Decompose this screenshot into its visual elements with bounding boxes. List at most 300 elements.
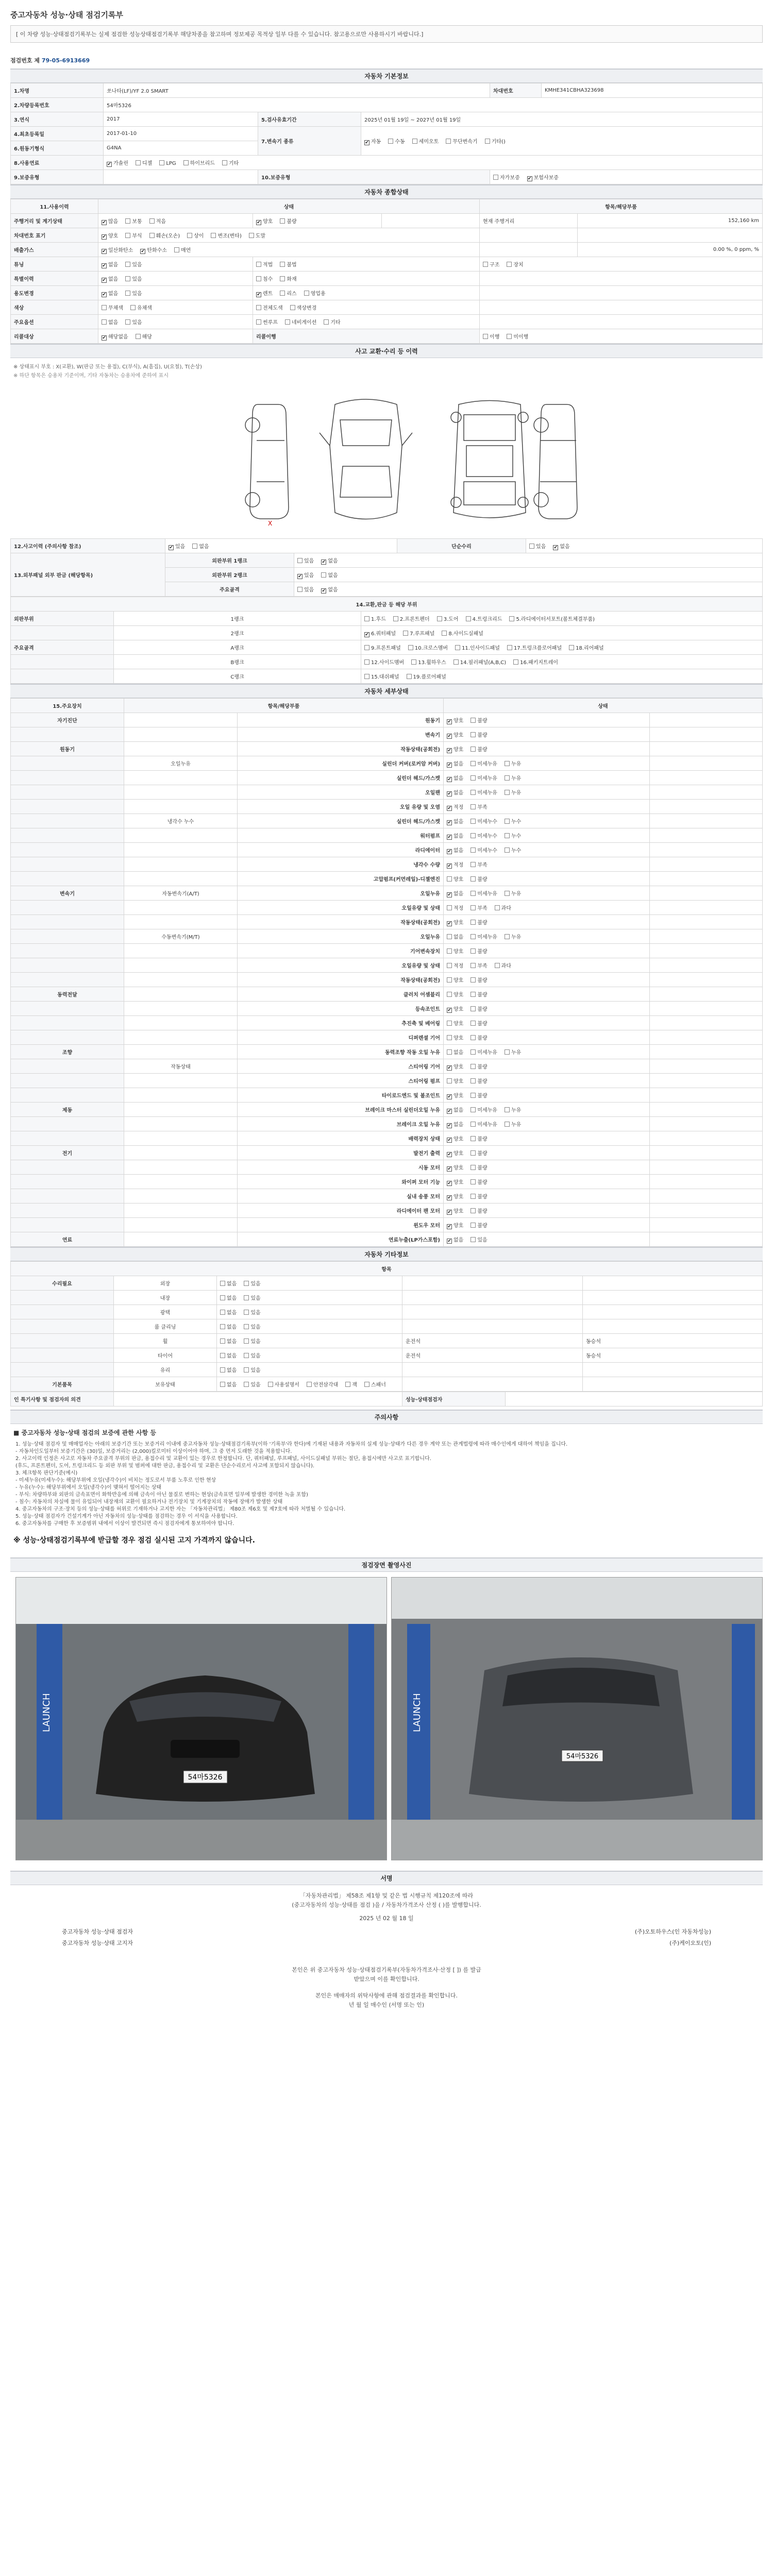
checkbox-icon[interactable] [569,645,574,650]
checkbox-icon[interactable] [442,631,447,636]
detail-option[interactable] [470,832,497,839]
etc-option[interactable] [220,1380,237,1388]
checked-checkbox-icon[interactable] [447,835,452,840]
checked-checkbox-icon[interactable] [447,892,452,897]
detail-option[interactable] [447,961,463,969]
detail-option[interactable] [470,731,487,738]
detail-option[interactable] [447,918,463,926]
etc-option[interactable] [244,1279,260,1287]
checkbox-icon[interactable] [470,1064,476,1069]
checkbox-icon[interactable] [509,616,514,621]
checked-checkbox-icon[interactable] [447,1152,452,1157]
checkbox-icon[interactable] [364,645,369,650]
detail-option[interactable] [447,933,463,940]
parts-option[interactable] [364,643,401,651]
checkbox-icon[interactable] [290,305,295,310]
etc-extra-option[interactable] [268,1380,299,1388]
checkbox-icon[interactable] [220,1324,225,1329]
detail-option[interactable] [470,1163,487,1171]
comp-state-option[interactable] [102,246,133,254]
checkbox-icon[interactable] [244,1295,249,1300]
checkbox-icon[interactable] [470,862,476,867]
checkbox-icon[interactable] [470,1237,476,1242]
checkbox-icon[interactable] [505,934,510,939]
detail-option[interactable] [505,788,521,796]
checkbox-icon[interactable] [149,218,155,224]
checkbox-icon[interactable] [244,1367,249,1372]
checkbox-icon[interactable] [364,1382,369,1387]
detail-option[interactable] [470,1221,487,1229]
checkbox-icon[interactable] [447,1021,452,1026]
checkbox-icon[interactable] [407,674,412,679]
checkbox-icon[interactable] [447,977,452,982]
checkbox-icon[interactable] [507,334,512,339]
detail-option[interactable] [470,1235,487,1243]
detail-option[interactable] [447,1149,463,1157]
detail-option[interactable] [495,904,511,911]
etc-option[interactable] [220,1366,237,1374]
checkbox-icon[interactable] [447,1035,452,1040]
checked-checkbox-icon[interactable] [256,220,261,225]
checkbox-icon[interactable] [297,558,303,563]
checkbox-icon[interactable] [483,334,488,339]
parts-option[interactable] [442,629,483,637]
comp-mid-option[interactable] [290,303,317,311]
rank-option[interactable] [297,556,314,564]
checkbox-icon[interactable] [447,1049,452,1055]
checked-checkbox-icon[interactable] [447,1008,452,1013]
checkbox-icon[interactable] [470,819,476,824]
rank-option[interactable] [297,571,314,579]
detail-option[interactable] [447,774,463,782]
detail-option[interactable] [447,1221,463,1229]
checked-checkbox-icon[interactable] [447,748,452,753]
checked-checkbox-icon[interactable] [447,719,452,724]
checkbox-icon[interactable] [125,276,130,281]
checkbox-icon[interactable] [364,616,369,621]
checkbox-icon[interactable] [505,848,510,853]
detail-option[interactable] [470,990,487,998]
checkbox-icon[interactable] [211,233,216,238]
detail-option[interactable] [447,832,463,840]
checkbox-icon[interactable] [470,876,476,882]
checkbox-icon[interactable] [470,1035,476,1040]
checkbox-icon[interactable] [130,305,136,310]
parts-option[interactable] [364,672,399,680]
detail-option[interactable] [470,918,487,926]
detail-option[interactable] [447,1163,463,1172]
checked-checkbox-icon[interactable] [447,1210,452,1215]
checked-checkbox-icon[interactable] [447,1166,452,1172]
checkbox-icon[interactable] [149,233,155,238]
checkbox-icon[interactable] [244,1281,249,1286]
checkbox-icon[interactable] [187,233,192,238]
comp-mid-option[interactable] [256,275,273,282]
checkbox-icon[interactable] [455,645,460,650]
detail-option[interactable] [447,889,463,897]
detail-option[interactable] [447,875,463,883]
detail-option[interactable] [447,731,463,739]
checkbox-icon[interactable] [505,775,510,781]
parts-option[interactable] [393,615,430,622]
detail-option[interactable] [447,1134,463,1143]
comp-state-option[interactable] [125,260,142,268]
checkbox-icon[interactable] [388,139,393,144]
checkbox-icon[interactable] [507,262,512,267]
checkbox-icon[interactable] [470,891,476,896]
checkbox-icon[interactable] [256,319,261,325]
checkbox-icon[interactable] [244,1382,249,1387]
comp-state-option[interactable] [102,318,118,326]
etc-option[interactable] [220,1308,237,1316]
rank-option[interactable] [321,556,338,565]
accident-option[interactable] [169,542,185,550]
checked-checkbox-icon[interactable] [364,632,369,637]
checkbox-icon[interactable] [183,160,189,165]
checked-checkbox-icon[interactable] [447,734,452,739]
checked-checkbox-icon[interactable] [447,1138,452,1143]
checkbox-icon[interactable] [446,139,451,144]
etc-option[interactable] [220,1351,237,1359]
checkbox-icon[interactable] [125,233,130,238]
comp-state-option[interactable] [249,231,265,239]
detail-option[interactable] [470,1019,487,1027]
comp-right-option[interactable] [483,332,499,340]
checked-checkbox-icon[interactable] [527,176,532,181]
detail-option[interactable] [447,1077,463,1084]
comp-state-option[interactable] [125,231,142,239]
comp-state-option[interactable] [125,318,142,326]
checkbox-icon[interactable] [249,233,254,238]
comp-mid-option[interactable] [285,318,316,326]
detail-option[interactable] [470,817,497,825]
checkbox-icon[interactable] [307,1382,312,1387]
checkbox-icon[interactable] [470,732,476,737]
transmission-option[interactable] [412,137,439,145]
checkbox-icon[interactable] [470,761,476,766]
etc-option[interactable] [220,1279,237,1287]
checkbox-icon[interactable] [447,992,452,997]
checked-checkbox-icon[interactable] [169,545,174,550]
detail-option[interactable] [470,1033,487,1041]
checkbox-icon[interactable] [470,775,476,781]
detail-option[interactable] [470,889,497,897]
checkbox-icon[interactable] [470,1049,476,1055]
checked-checkbox-icon[interactable] [102,263,107,268]
checkbox-icon[interactable] [505,1122,510,1127]
checkbox-icon[interactable] [220,1295,225,1300]
checked-checkbox-icon[interactable] [140,249,145,254]
checkbox-icon[interactable] [447,876,452,882]
checked-checkbox-icon[interactable] [447,863,452,869]
checked-checkbox-icon[interactable] [447,1195,452,1200]
checkbox-icon[interactable] [470,992,476,997]
comp-state-option[interactable] [130,303,152,311]
checkbox-icon[interactable] [159,160,164,165]
checkbox-icon[interactable] [470,948,476,954]
comp-state-option[interactable] [211,231,241,239]
comp-state2-option[interactable] [280,217,296,225]
detail-option[interactable] [447,1005,463,1013]
detail-option[interactable] [470,1178,487,1185]
checked-checkbox-icon[interactable] [321,588,326,594]
detail-option[interactable] [470,1134,487,1142]
checkbox-icon[interactable] [324,319,329,325]
detail-option[interactable] [470,976,487,984]
checked-checkbox-icon[interactable] [364,140,369,145]
detail-option[interactable] [470,745,487,753]
checkbox-icon[interactable] [470,1179,476,1184]
checked-checkbox-icon[interactable] [447,849,452,854]
parts-option[interactable] [569,643,604,651]
checked-checkbox-icon[interactable] [107,162,112,167]
comp-state-option[interactable] [102,275,118,283]
parts-option[interactable] [411,658,446,666]
detail-option[interactable] [470,947,487,955]
comp-right-option[interactable] [507,332,528,340]
comp-state-option[interactable] [102,260,118,268]
accident-option[interactable] [192,542,209,550]
etc-option[interactable] [244,1294,260,1301]
checkbox-icon[interactable] [220,1353,225,1358]
parts-option[interactable] [455,643,500,651]
detail-option[interactable] [447,1235,463,1244]
detail-option[interactable] [447,1192,463,1200]
detail-option[interactable] [505,759,521,767]
checkbox-icon[interactable] [244,1310,249,1315]
checkbox-icon[interactable] [437,616,442,621]
detail-option[interactable] [470,961,487,969]
parts-option[interactable] [466,615,502,622]
rank-option[interactable] [321,571,338,579]
detail-option[interactable] [447,1019,463,1027]
checked-checkbox-icon[interactable] [447,1123,452,1128]
checkbox-icon[interactable] [408,645,413,650]
etc-extra-option[interactable] [364,1380,386,1388]
detail-option[interactable] [470,1048,497,1056]
detail-option[interactable] [470,788,497,796]
checkbox-icon[interactable] [470,934,476,939]
detail-option[interactable] [470,1120,497,1128]
checkbox-icon[interactable] [125,218,130,224]
comp-right-option[interactable] [483,260,499,268]
transmission-option[interactable] [388,137,405,145]
detail-option[interactable] [470,1077,487,1084]
checkbox-icon[interactable] [297,587,303,592]
comp-mid-option[interactable] [324,318,340,326]
checkbox-icon[interactable] [470,718,476,723]
checkbox-icon[interactable] [470,848,476,853]
fuel-option[interactable] [107,159,128,167]
checkbox-icon[interactable] [393,616,398,621]
checkbox-icon[interactable] [470,790,476,795]
checkbox-icon[interactable] [470,1122,476,1127]
detail-option[interactable] [470,875,487,883]
checkbox-icon[interactable] [470,920,476,925]
parts-option[interactable] [513,658,558,666]
etc-option[interactable] [244,1366,260,1374]
checked-checkbox-icon[interactable] [447,1094,452,1099]
detail-option[interactable] [505,846,521,854]
checked-checkbox-icon[interactable] [447,791,452,796]
checked-checkbox-icon[interactable] [447,777,452,782]
checkbox-icon[interactable] [470,1136,476,1141]
checkbox-icon[interactable] [505,1049,510,1055]
comp-state-option[interactable] [125,275,142,282]
detail-option[interactable] [505,817,521,825]
comp-state-option[interactable] [187,231,204,239]
checkbox-icon[interactable] [125,291,130,296]
checked-checkbox-icon[interactable] [447,1181,452,1186]
checkbox-icon[interactable] [485,139,490,144]
etc-option[interactable] [220,1337,237,1345]
checkbox-icon[interactable] [470,747,476,752]
detail-option[interactable] [447,759,463,768]
detail-option[interactable] [447,745,463,753]
detail-option[interactable] [470,846,497,854]
checked-checkbox-icon[interactable] [447,1239,452,1244]
parts-option[interactable] [364,658,404,666]
detail-option[interactable] [470,774,497,782]
comp-mid-option[interactable] [256,289,273,297]
detail-option[interactable] [470,1062,487,1070]
checkbox-icon[interactable] [495,905,500,910]
checkbox-icon[interactable] [447,905,452,910]
detail-option[interactable] [447,1178,463,1186]
checkbox-icon[interactable] [256,305,261,310]
simple-repair-option[interactable] [553,542,569,550]
etc-option[interactable] [220,1294,237,1301]
etc-option[interactable] [244,1380,260,1388]
checked-checkbox-icon[interactable] [447,1224,452,1229]
checkbox-icon[interactable] [244,1338,249,1344]
checkbox-icon[interactable] [136,334,141,339]
checkbox-icon[interactable] [174,247,179,252]
checked-checkbox-icon[interactable] [447,1109,452,1114]
checkbox-icon[interactable] [447,948,452,954]
checkbox-icon[interactable] [470,1150,476,1156]
fuel-option[interactable] [136,159,152,166]
detail-option[interactable] [447,990,463,998]
checkbox-icon[interactable] [411,659,416,665]
checked-checkbox-icon[interactable] [447,1065,452,1071]
fuel-option[interactable] [222,159,239,166]
checkbox-icon[interactable] [470,804,476,809]
etc-option[interactable] [244,1337,260,1345]
etc-option[interactable] [244,1323,260,1330]
rank-option[interactable] [297,585,314,593]
checkbox-icon[interactable] [192,544,197,549]
simple-repair-option[interactable] [529,542,546,550]
detail-option[interactable] [505,1106,521,1113]
checkbox-icon[interactable] [364,659,369,665]
checkbox-icon[interactable] [447,934,452,939]
checkbox-icon[interactable] [470,1208,476,1213]
detail-option[interactable] [470,716,487,724]
detail-option[interactable] [447,803,463,811]
detail-option[interactable] [447,716,463,724]
etc-option[interactable] [220,1323,237,1330]
checkbox-icon[interactable] [507,645,512,650]
detail-option[interactable] [505,889,521,897]
checkbox-icon[interactable] [280,262,285,267]
comp-mid-option[interactable] [304,289,326,297]
checkbox-icon[interactable] [412,139,417,144]
comp-mid-option[interactable] [280,275,296,282]
checkbox-icon[interactable] [470,1021,476,1026]
transmission-option[interactable] [446,137,477,145]
detail-option[interactable] [495,961,511,969]
comp-state-option[interactable] [174,246,191,253]
detail-option[interactable] [447,846,463,854]
checked-checkbox-icon[interactable] [102,234,107,240]
checked-checkbox-icon[interactable] [321,560,326,565]
comp-mid-option[interactable] [256,260,273,268]
parts-option[interactable] [453,658,506,666]
checked-checkbox-icon[interactable] [297,574,303,579]
detail-option[interactable] [505,1120,521,1128]
comp-state-option[interactable] [136,332,152,340]
detail-option[interactable] [505,774,521,782]
warranty-option[interactable] [493,173,520,181]
checkbox-icon[interactable] [470,905,476,910]
checkbox-icon[interactable] [505,891,510,896]
checkbox-icon[interactable] [505,833,510,838]
comp-state-option[interactable] [102,332,128,341]
checked-checkbox-icon[interactable] [102,220,107,225]
comp-state-option[interactable] [140,246,167,254]
parts-option[interactable] [437,615,459,622]
checked-checkbox-icon[interactable] [447,806,452,811]
detail-option[interactable] [447,1106,463,1114]
checked-checkbox-icon[interactable] [102,249,107,254]
comp-state2-option[interactable] [256,217,273,225]
comp-state-option[interactable] [125,217,142,225]
detail-option[interactable] [447,788,463,796]
rank-option[interactable] [321,585,338,594]
checkbox-icon[interactable] [495,963,500,968]
checkbox-icon[interactable] [470,1006,476,1011]
comp-mid-option[interactable] [280,289,296,297]
checked-checkbox-icon[interactable] [256,292,261,297]
checkbox-icon[interactable] [102,319,107,325]
detail-option[interactable] [447,1207,463,1215]
checked-checkbox-icon[interactable] [102,335,107,341]
checkbox-icon[interactable] [345,1382,350,1387]
parts-option[interactable] [403,629,434,637]
checkbox-icon[interactable] [280,276,285,281]
detail-option[interactable] [505,933,521,940]
checkbox-icon[interactable] [321,572,326,578]
detail-option[interactable] [447,1120,463,1128]
comp-state-option[interactable] [102,217,118,225]
detail-option[interactable] [447,1091,463,1099]
transmission-option[interactable] [485,137,506,145]
checkbox-icon[interactable] [136,160,141,165]
detail-option[interactable] [470,933,497,940]
detail-option[interactable] [505,1048,521,1056]
comp-state-option[interactable] [149,231,180,239]
detail-option[interactable] [470,1192,487,1200]
checkbox-icon[interactable] [447,1078,452,1083]
etc-extra-option[interactable] [307,1380,338,1388]
detail-option[interactable] [470,803,487,810]
detail-option[interactable] [447,947,463,955]
etc-option[interactable] [244,1351,260,1359]
detail-option[interactable] [447,1033,463,1041]
checked-checkbox-icon[interactable] [102,292,107,297]
checkbox-icon[interactable] [280,291,285,296]
